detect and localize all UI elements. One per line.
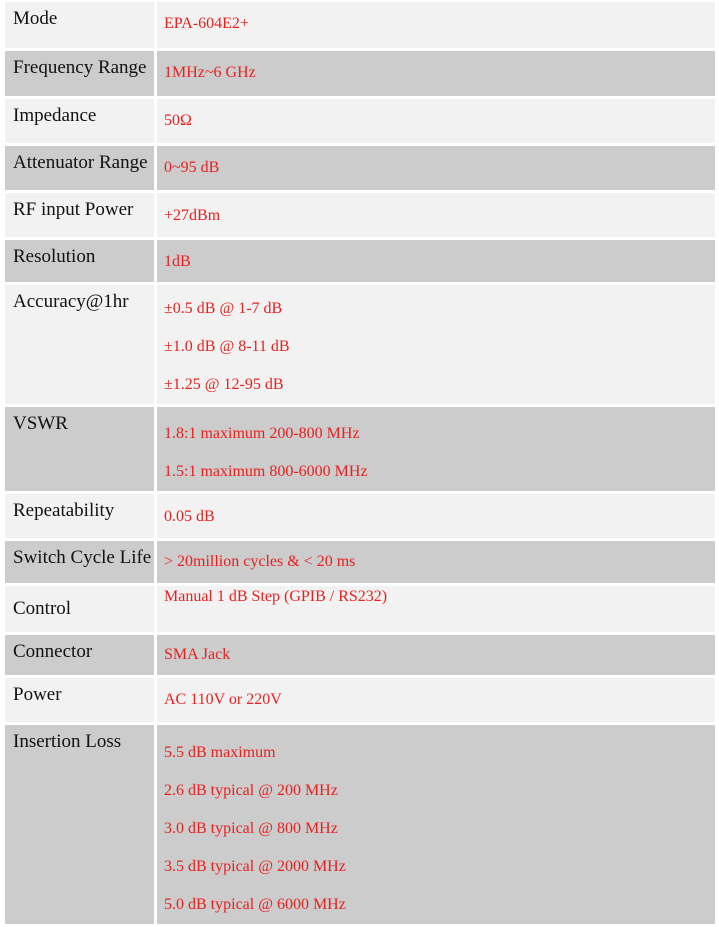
row-label-rf-input-power: RF input Power xyxy=(5,193,154,237)
row-label-vswr: VSWR xyxy=(5,407,154,491)
table-row xyxy=(5,146,715,190)
row-value-control xyxy=(157,586,715,632)
value-line: > 20million cycles & < 20 ms xyxy=(164,553,356,570)
value-line: ±1.25 @ 12-95 dB xyxy=(164,376,284,393)
row-label-mode: Mode xyxy=(5,2,154,48)
value-line: 5.0 dB typical @ 6000 MHz xyxy=(164,896,346,913)
row-label-repeatability: Repeatability xyxy=(5,494,154,538)
table-row xyxy=(5,240,715,282)
row-label-attenuator-range: Attenuator Range xyxy=(5,146,154,190)
value-line: +27dBm xyxy=(164,207,221,224)
table-row xyxy=(5,407,715,491)
value-line: 1MHz~6 GHz xyxy=(164,64,256,81)
value-line: Manual 1 dB Step (GPIB / RS232) xyxy=(164,588,388,605)
value-line: 1dB xyxy=(164,253,191,270)
row-label-frequency-range: Frequency Range xyxy=(5,51,154,96)
row-label-resolution: Resolution xyxy=(5,240,154,282)
value-line: 1.5:1 maximum 800-6000 MHz xyxy=(164,463,368,480)
table-row xyxy=(5,51,715,96)
row-label-insertion-loss: Insertion Loss xyxy=(5,725,154,924)
row-label-accuracy: Accuracy@1hr xyxy=(5,285,154,404)
table-row xyxy=(5,193,715,237)
row-value-mode xyxy=(157,2,715,48)
row-value-frequency-range xyxy=(157,51,715,96)
value-line: ±0.5 dB @ 1-7 dB xyxy=(164,300,283,317)
row-value-attenuator-range xyxy=(157,146,715,190)
value-line: 2.6 dB typical @ 200 MHz xyxy=(164,782,338,799)
value-line: ±1.0 dB @ 8-11 dB xyxy=(164,338,290,355)
value-line: 50Ω xyxy=(164,112,192,129)
row-label-power: Power xyxy=(5,678,154,722)
row-value-power xyxy=(157,678,715,722)
row-value-rf-input-power xyxy=(157,193,715,237)
value-line: 0.05 dB xyxy=(164,508,215,525)
table-row xyxy=(5,494,715,538)
value-line: SMA Jack xyxy=(164,646,231,663)
row-label-connector: Connector xyxy=(5,635,154,675)
table-row xyxy=(5,635,715,675)
table-row xyxy=(5,285,715,404)
table-row xyxy=(5,99,715,143)
table-row xyxy=(5,2,715,48)
value-line: 5.5 dB maximum xyxy=(164,744,276,761)
row-label-impedance: Impedance xyxy=(5,99,154,143)
row-value-impedance xyxy=(157,99,715,143)
value-line: 3.0 dB typical @ 800 MHz xyxy=(164,820,338,837)
table-row xyxy=(5,541,715,583)
value-line: 1.8:1 maximum 200-800 MHz xyxy=(164,425,360,442)
row-value-resolution xyxy=(157,240,715,282)
spec-table xyxy=(2,0,718,927)
value-line: AC 110V or 220V xyxy=(164,691,282,708)
row-value-repeatability xyxy=(157,494,715,538)
row-value-switch-cycle-life xyxy=(157,541,715,583)
table-row xyxy=(5,725,715,924)
row-value-insertion-loss xyxy=(157,725,715,924)
row-label-control: Control xyxy=(5,586,154,632)
table-row xyxy=(5,678,715,722)
value-line: EPA-604E2+ xyxy=(164,15,249,32)
value-line: 0~95 dB xyxy=(164,159,220,176)
row-label-switch-cycle-life: Switch Cycle Life xyxy=(5,541,154,583)
row-value-accuracy xyxy=(157,285,715,404)
row-value-vswr xyxy=(157,407,715,491)
row-value-connector xyxy=(157,635,715,675)
value-line: 3.5 dB typical @ 2000 MHz xyxy=(164,858,346,875)
table-row xyxy=(5,586,715,632)
